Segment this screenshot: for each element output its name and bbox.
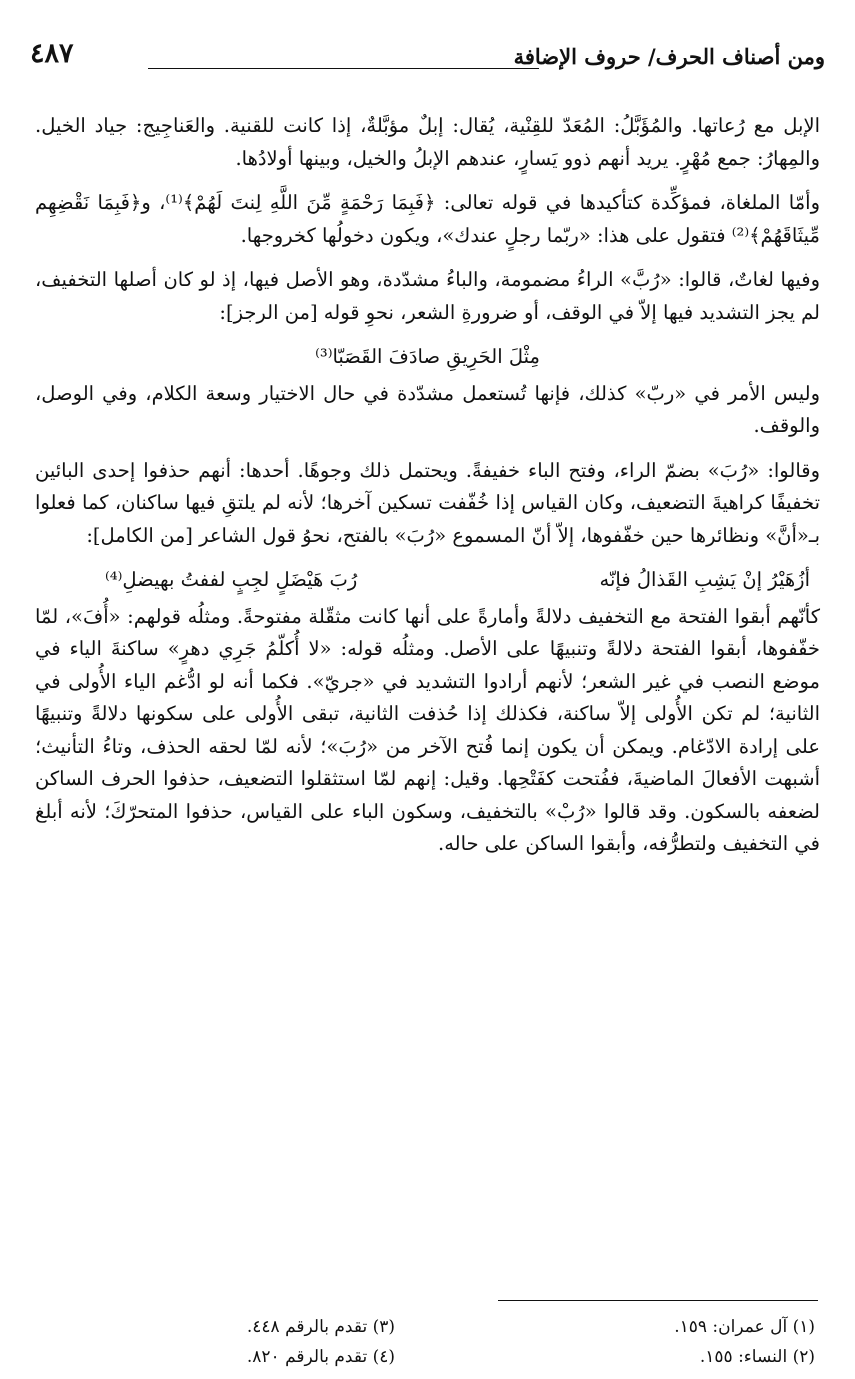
poem-verse: مِثْلَ الحَرِيقِ صادَفَ القَصَبّا⁽³⁾ (315, 345, 540, 368)
paragraph: وقالوا: «رُبَ» بضمّ الراء، وفتح الباء خفيفةً. ويحتمل ذلك وجوهًا. أحدها: أنهم حذفوا إحدى البائين تخفيفًا كراهيةَ التضعيف، وكان القياس إذا خُفّفت تسكين آخرها؛ لأنه لم يلتقِ فيها ساكنان، كما فعلوا بـ«أنَّ» ونظائرها حين خفّفوها، إلاّ أنّ المسموع «رُبَ» بالفتح، نحوُ قول الشاعر [من الكامل]: (35, 458, 820, 547)
verse-hemistich-first: أزُهَيْرُ إنْ يَشِبِ القَذالُ فإنّه (599, 568, 810, 591)
page-number: ٤٨٧ (30, 38, 74, 69)
paragraph: الإبل مع رُعاتها. والمُؤَبَّلُ: المُعَدّ للقِنْية، يُقال: إبلٌ مؤبَّلةٌ، إذا كانت للقنية. والعَناجِيج: جياد الخيل. والمِهارُ: جمع مُهْرٍ. يريد أنهم ذوو يَسارٍ، عندهم الإبلُ والخيل، وبينها أولادُها. (35, 114, 820, 170)
footnote-rule (498, 1300, 818, 1301)
verse-hemistich-second: رُبَ هَيْضَلٍ لجِبٍ لففتُ بهيضلِ⁽⁴⁾ (105, 568, 358, 591)
footnotes-column-left (35, 1312, 395, 1372)
paragraph: وليس الأمر في «ربّ» كذلك، فإنها تُستعمل مشدّدة في حال الاختيار وسعة الكلام، وفي الوصل، والوقف. (35, 381, 820, 437)
paragraph: وفيها لغاتٌ، قالوا: «رُبَّ» الراءُ مضمومة، والباءُ مشدّدة، وهو الأصل فيها، إذ لو كان أصلها التخفيف، لم يجز التشديد فيها إلاّ في الوقف، أو ضرورةِ الشعر، نحوِ قوله [من الرجز]: (35, 268, 820, 324)
main-text (35, 110, 820, 873)
header-rule (148, 68, 539, 69)
poem-couplet (35, 564, 820, 597)
footnotes-column-right (455, 1312, 815, 1372)
footnote: (٣) تقدم بالرقم ٤٤٨. (246, 1317, 395, 1337)
footnote: (٢) النساء: ١٥٥. (699, 1347, 815, 1367)
paragraph: كأنّهم أبقوا الفتحة مع التخفيف دلالةً وأمارةً على أنها كانت مثقّلة مفتوحةً. ومثلُه قولهم: «أُفَ»، لمّا خفّفوها، أبقوا الفتحة دلالةً وتنبيهًا على الأصل. ومثلُه قوله: «لا أُكلّمُ جَرِي دهرٍ» ساكنةَ الياء في موضع النصب في غير الشعر؛ لأنهم أرادوا التشديد في «جريّ». فكما أنه لو ادُّغم الياء الأُولى في الثانية؛ لم تكن الأُولى إلاّ ساكنة، فكذلك إذا حُذفت الثانية، تبقى الأُولى على سكونها دلالةً وتنبيهًا على إرادة الادّغام. ويمكن أن يكون إنما فُتح الآخر من «رُبَ»؛ لأنه لمّا لحقه الحذف، وتاءُ التأنيث؛ أشبهت الأفعالَ الماضيةَ، ففُتحت كفَتْحِها. وقيل: إنهم لمّا استثقلوا التضعيف، حذفوا الحرف الساكن لضعفه بالسكون. وقد قالوا «رُبْ» بالتخفيف، وسكون الباء على القياس، حذفوا المتحرّكَ؛ لأنه أبلغ في التخفيف ولتطرُّفه، وأبقوا الساكن على حاله. (35, 604, 820, 855)
running-header (30, 38, 825, 84)
footnote: (٤) تقدم بالرقم ٨٢٠. (246, 1347, 395, 1367)
paragraph: وأمّا الملغاة، فمؤكِّدة كتأكيدها في قوله تعالى: ﴿فَبِمَا رَحْمَةٍ مِّنَ اللَّهِ لِنتَ لَهُمْ﴾⁽¹⁾، و﴿فَبِمَا نَقْضِهِم مِّيثَاقَهُمْ﴾⁽²⁾ فتقول على هذا: «ربّما رجلٍ عندك»، ويكون دخولُها كخروجها. (35, 191, 820, 247)
footnote: (١) آل عمران: ١٥٩. (674, 1317, 815, 1337)
chapter-title: ومن أصناف الحرف/ حروف الإضافة (513, 44, 825, 69)
